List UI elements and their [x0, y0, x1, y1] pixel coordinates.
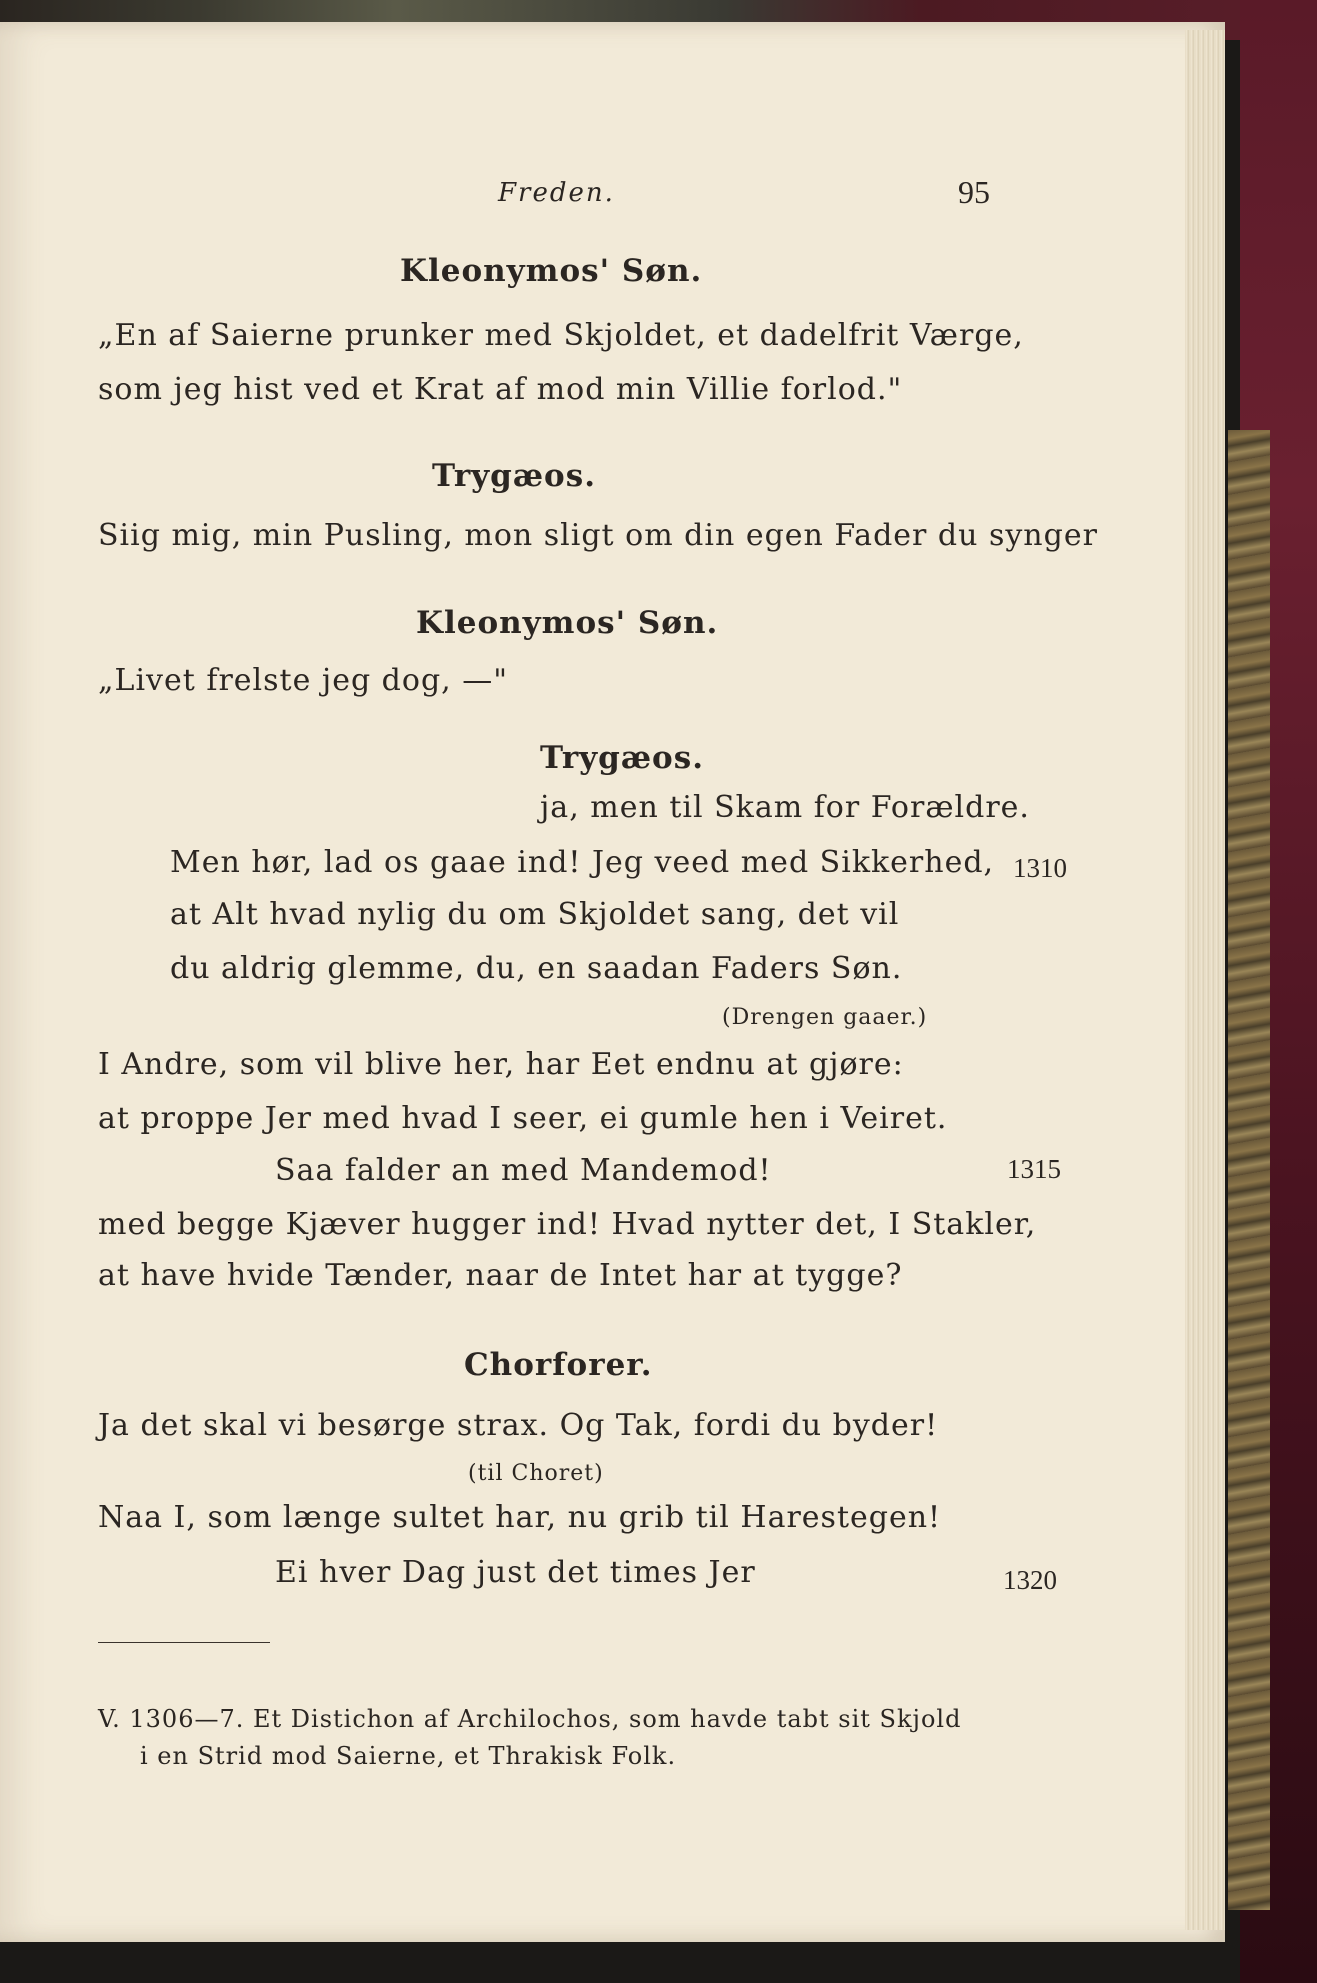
verse-line: Siig mig, min Pusling, mon sligt om din egen Fader du synger — [98, 518, 1098, 553]
verse-line: Naa I, som længe sultet har, nu grib til Harestegen! — [98, 1500, 942, 1535]
line-number: 1310 — [1013, 853, 1067, 883]
verse-line: „Livet frelste jeg dog, —" — [98, 663, 509, 698]
verse-line: at have hvide Tænder, naar de Intet har at tygge? — [98, 1258, 903, 1293]
line-number: 1315 — [1007, 1154, 1061, 1184]
page-number: 95 — [958, 174, 990, 210]
verse-line: ja, men til Skam for Forældre. — [540, 790, 1030, 825]
running-header: Freden. — [498, 178, 615, 208]
verse-line: I Andre, som vil blive her, har Eet endnu at gjøre: — [98, 1047, 904, 1082]
stage-direction: (til Choret) — [468, 1461, 604, 1486]
verse-line: at proppe Jer med hvad I seer, ei gumle hen i Veiret. — [98, 1101, 948, 1136]
verse-line: som jeg hist ved et Krat af mod min Villie forlod." — [98, 372, 903, 407]
verse-line: med begge Kjæver hugger ind! Hvad nytter det, I Stakler, — [98, 1207, 1037, 1242]
speaker-heading: Trygæos. — [432, 458, 596, 494]
page-edges — [1185, 30, 1225, 1930]
verse-line: Saa falder an med Mandemod! — [275, 1153, 772, 1188]
speaker-heading: Chorforer. — [464, 1347, 653, 1383]
footnote-line: i en Strid mod Saierne, et Thrakisk Folk. — [140, 1742, 677, 1770]
verse-line: du aldrig glemme, du, en saadan Faders Søn. — [170, 951, 903, 986]
verse-line: Ja det skal vi besørge strax. Og Tak, fordi du byder! — [98, 1408, 939, 1443]
speaker-heading: Kleonymos' Søn. — [416, 605, 719, 641]
marbled-edge — [1228, 430, 1270, 1910]
verse-line: Ei hver Dag just det times Jer — [275, 1555, 756, 1590]
stage-direction: (Drengen gaaer.) — [722, 1005, 928, 1030]
verse-line: Men hør, lad os gaae ind! Jeg veed med Sikkerhed, — [170, 845, 995, 880]
footnote-rule — [98, 1642, 270, 1643]
speaker-heading: Kleonymos' Søn. — [400, 253, 703, 289]
speaker-heading: Trygæos. — [540, 740, 704, 776]
line-number: 1320 — [1003, 1565, 1057, 1595]
footnote-line: V. 1306—7. Et Distichon af Archilochos, som havde tabt sit Skjold — [98, 1705, 962, 1733]
verse-line: at Alt hvad nylig du om Skjoldet sang, det vil — [170, 897, 900, 932]
verse-line: „En af Saierne prunker med Skjoldet, et dadelfrit Værge, — [98, 318, 1024, 353]
